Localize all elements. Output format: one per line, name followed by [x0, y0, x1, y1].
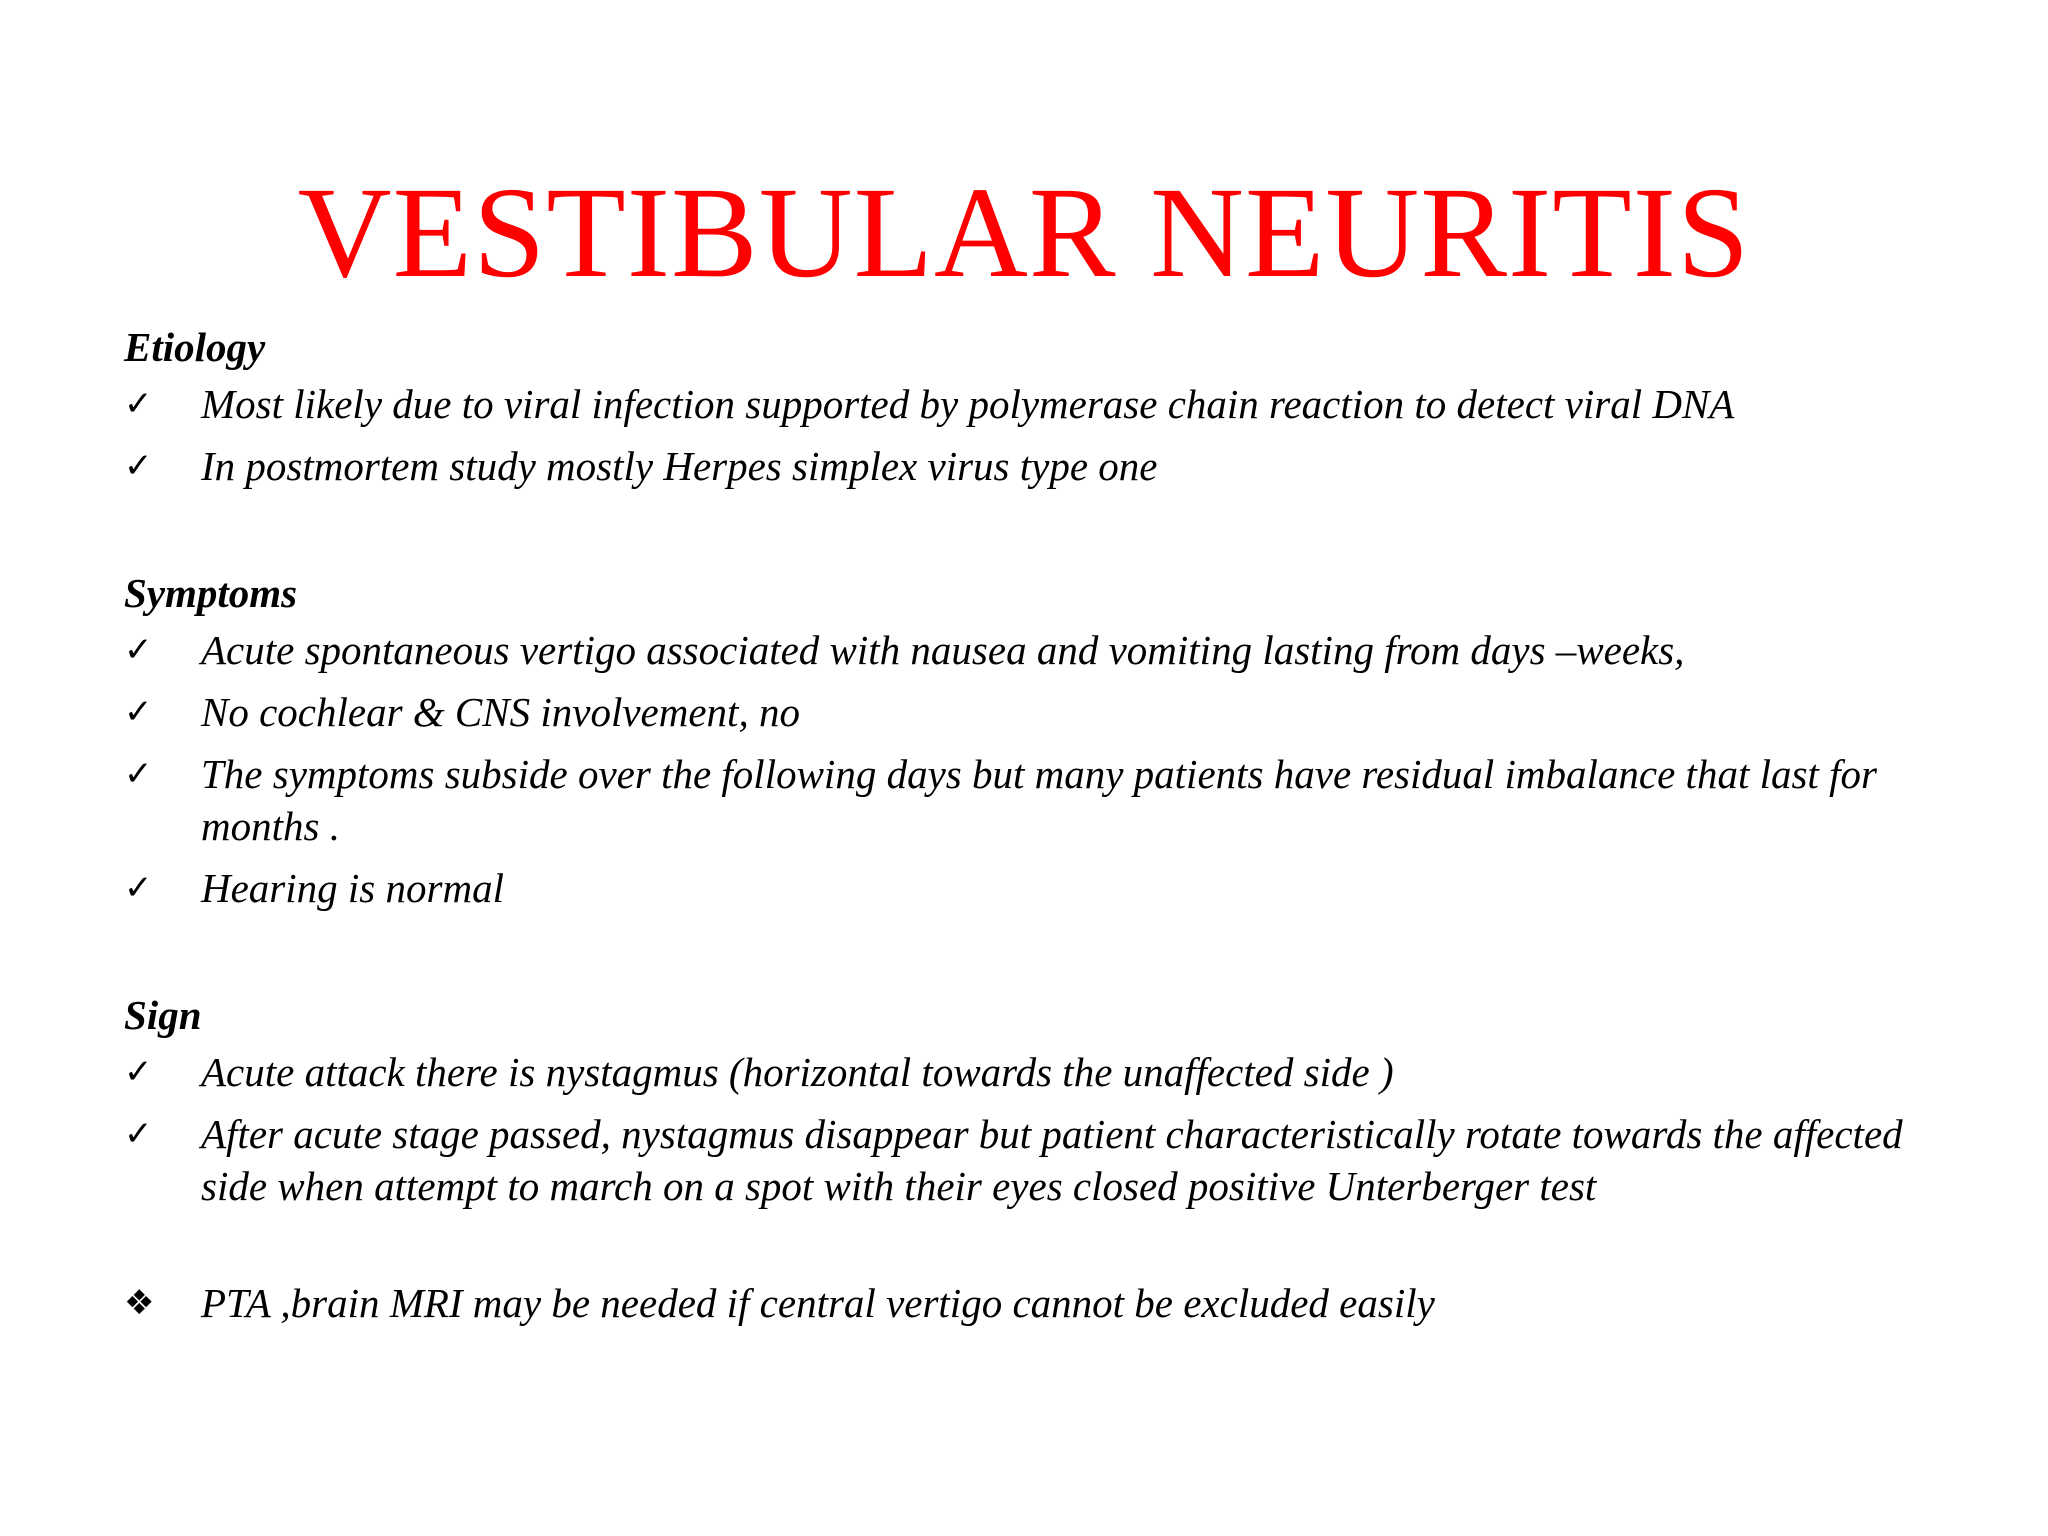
list-item: [124, 686, 1914, 738]
list-item-text: Acute spontaneous vertigo associated with nausea and vomiting lasting from days –weeks,: [201, 627, 1685, 673]
section-heading-sign: Sign: [124, 992, 202, 1038]
diamond-bullet-icon: ❖: [124, 1283, 155, 1323]
list-item: [124, 624, 1914, 676]
list-item: [124, 862, 1914, 914]
list-item-text: Acute attack there is nystagmus (horizontal towards the unaffected side ): [201, 1049, 1394, 1095]
check-icon: ✓: [124, 868, 153, 908]
list-item: [124, 1046, 1914, 1098]
check-icon: ✓: [124, 1052, 153, 1092]
list-item-text: Most likely due to viral infection supported by polymerase chain reaction to detect viral DNA: [201, 381, 1735, 427]
check-icon: ✓: [124, 630, 153, 670]
list-item: [124, 378, 1914, 430]
list-item-text: The symptoms subside over the following days but many patients have residual imbalance that last for months .: [201, 751, 1877, 849]
slide-title: VESTIBULAR NEURITIS: [297, 161, 1751, 305]
check-icon: ✓: [124, 754, 153, 794]
check-icon: ✓: [124, 446, 153, 486]
section-heading-etiology: Etiology: [124, 324, 266, 370]
list-item: [124, 748, 1914, 852]
check-icon: ✓: [124, 692, 153, 732]
section-heading-symptoms: Symptoms: [124, 570, 298, 616]
list-item-text: In postmortem study mostly Herpes simplex virus type one: [201, 443, 1158, 489]
footnote-text: PTA ,brain MRI may be needed if central vertigo cannot be excluded easily: [201, 1280, 1435, 1326]
check-icon: ✓: [124, 384, 153, 424]
list-item: [124, 1108, 1914, 1212]
list-item-text: No cochlear & CNS involvement, no: [201, 689, 800, 735]
list-item: [124, 440, 1914, 492]
list-item-text: Hearing is normal: [201, 865, 504, 911]
list-item-text: After acute stage passed, nystagmus disappear but patient characteristically rotate towards the affected side when attempt to march on a spot with their eyes closed positive Unterberger test: [201, 1111, 1903, 1209]
check-icon: ✓: [124, 1114, 153, 1154]
footnote-item: [124, 1277, 1914, 1329]
slide-content: [124, 316, 1914, 1339]
